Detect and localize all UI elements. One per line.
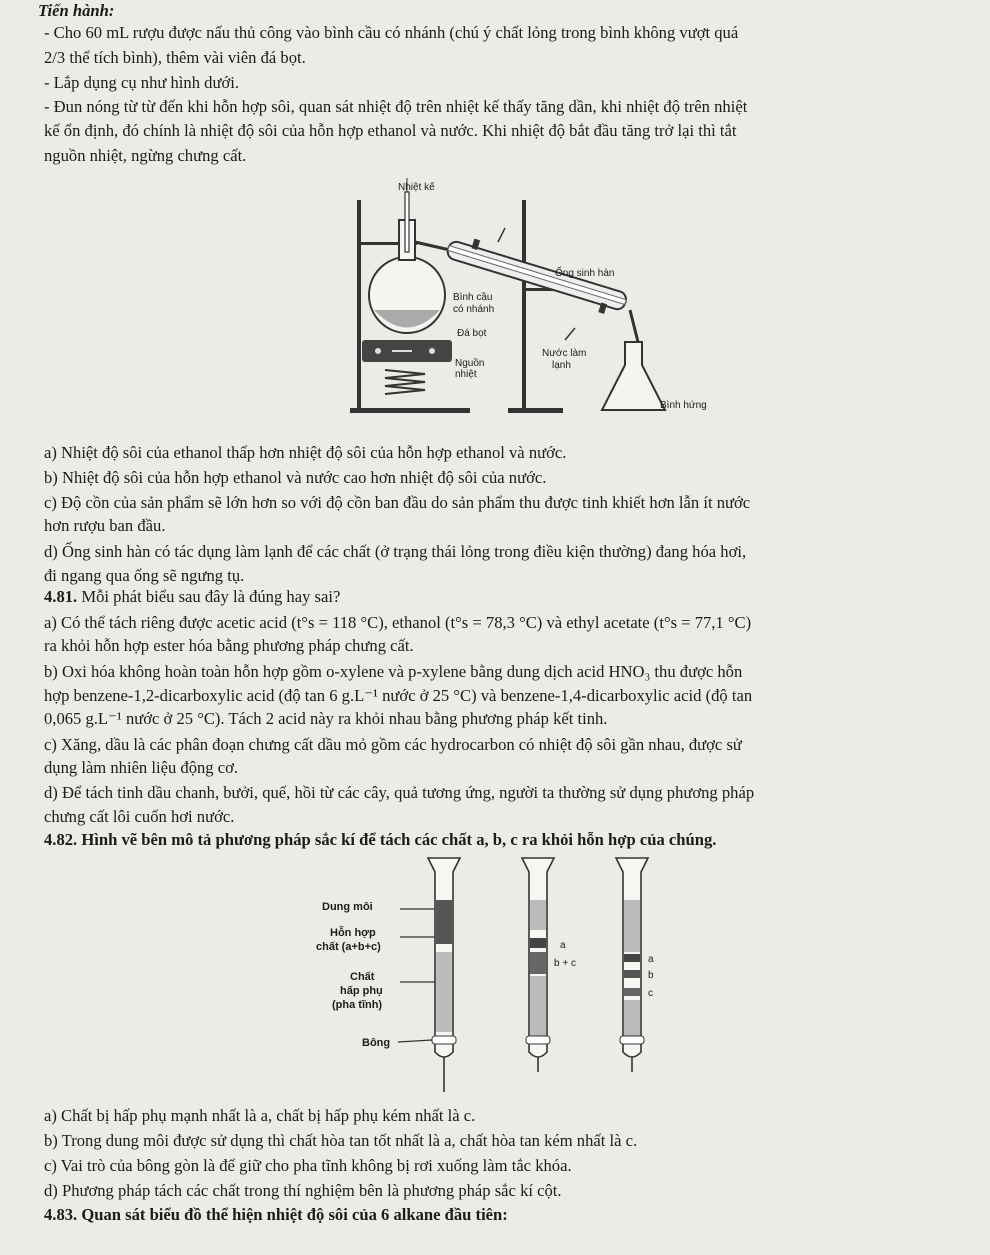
column-3 bbox=[616, 858, 648, 1072]
question-number: 4.81. bbox=[44, 587, 78, 606]
statement: chưng cất lôi cuốn hơi nước. bbox=[44, 807, 235, 826]
label-heater: nhiệt bbox=[455, 369, 477, 380]
question-title: Quan sát biểu đồ thể hiện nhiệt độ sôi của 6 alkane đầu tiên: bbox=[81, 1205, 508, 1224]
label-band-bc: b + c bbox=[554, 958, 576, 969]
statement: c) Độ cồn của sản phẩm sẽ lớn hơn so với độ cồn ban đầu do sản phẩm thu được tinh khiết hơn lẫn ít nước bbox=[44, 493, 751, 512]
procedure-step: - Đun nóng từ từ đến khi hỗn hợp sôi, quan sát nhiệt độ trên nhiệt kế thấy tăng dần, khi nhiệt độ trên nhiệt bbox=[44, 97, 748, 116]
label-cooling-water: lạnh bbox=[552, 360, 571, 371]
label-flask: có nhánh bbox=[453, 304, 495, 315]
distillation-apparatus-figure bbox=[330, 170, 730, 430]
label-mixture: chất (a+b+c) bbox=[316, 941, 381, 953]
heater-knob bbox=[375, 348, 381, 354]
stand-base-right bbox=[508, 408, 563, 413]
lab-jack bbox=[385, 370, 425, 394]
statement: d) Phương pháp tách các chất trong thí nghiệm bên là phương pháp sắc kí cột. bbox=[44, 1181, 562, 1200]
label-receiver: Bình hứng bbox=[660, 400, 707, 411]
label-heater: Nguồn bbox=[455, 358, 485, 369]
label-boiling-stones: Đá bọt bbox=[457, 328, 487, 339]
procedure-heading: Tiến hành: bbox=[38, 1, 115, 20]
label-condenser: Ống sinh hàn bbox=[555, 268, 615, 279]
statement: d) Ống sinh hàn có tác dụng làm lạnh để các chất (ở trạng thái lỏng trong điều kiện thường) đang hóa hơi, bbox=[44, 542, 747, 561]
question-4-81-heading bbox=[44, 586, 960, 608]
heater-display bbox=[392, 350, 412, 352]
statement: d) Để tách tinh dầu chanh, bưởi, quế, hồi từ các cây, quả tương ứng, người ta thường sử dụng phương pháp bbox=[44, 783, 755, 802]
label-band-c: c bbox=[648, 988, 653, 999]
question-4-83-heading bbox=[44, 1204, 960, 1226]
question-title: Hình vẽ bên mô tả phương pháp sắc kí để tách các chất a, b, c ra khỏi hỗn hợp của chúng. bbox=[81, 830, 717, 849]
label-solvent: Dung môi bbox=[322, 901, 373, 913]
arrow bbox=[498, 228, 505, 242]
label-mixture: Hỗn hợp bbox=[330, 927, 376, 939]
label-adsorbent: hấp phụ bbox=[340, 985, 383, 997]
statement: b) Trong dung môi được sử dụng thì chất hòa tan tốt nhất là a, chất hòa tan kém nhất là c. bbox=[44, 1131, 638, 1150]
question-4-82-heading bbox=[44, 829, 960, 851]
statement: a) Nhiệt độ sôi của ethanol thấp hơn nhiệt độ sôi của hỗn hợp ethanol và nước. bbox=[44, 443, 567, 462]
procedure-step: - Cho 60 mL rượu được nấu thủ công vào bình cầu có nhánh (chú ý chất lỏng trong bình không vượt quá bbox=[44, 23, 739, 42]
question-number: 4.83. bbox=[44, 1205, 78, 1224]
statement: 0,065 g.L⁻¹ nước ở 25 °C). Tách 2 acid này ra khỏi nhau bằng phương pháp kết tinh. bbox=[44, 709, 608, 728]
label-thermometer: Nhiệt kế bbox=[398, 182, 435, 193]
label-adsorbent: (pha tĩnh) bbox=[332, 999, 383, 1011]
label-flask: Bình cầu bbox=[453, 292, 493, 303]
statement: ra khỏi hỗn hợp ester hóa bằng phương pháp chưng cất. bbox=[44, 636, 414, 655]
stand-base-left bbox=[350, 408, 470, 413]
statement: c) Xăng, dầu là các phân đoạn chưng cất dầu mỏ gồm các hydrocarbon có nhiệt độ sôi gần nhau, được sử bbox=[44, 735, 742, 754]
statement: đi ngang qua ống sẽ ngưng tụ. bbox=[44, 566, 245, 585]
stand-rod-right bbox=[522, 200, 526, 410]
adapter-tube bbox=[630, 310, 638, 342]
statement: c) Vai trò của bông gòn là để giữ cho pha tĩnh không bị rơi xuống làm tắc khóa. bbox=[44, 1156, 572, 1175]
question-number: 4.82. bbox=[44, 830, 78, 849]
side-arm bbox=[415, 242, 450, 250]
procedure-step: - Lắp dụng cụ như hình dưới. bbox=[44, 73, 239, 92]
stand-rod-left bbox=[357, 200, 361, 410]
heater-knob bbox=[429, 348, 435, 354]
receiving-flask bbox=[602, 342, 665, 410]
procedure-step: nguồn nhiệt, ngừng chưng cất. bbox=[44, 146, 247, 165]
statement: a) Có thể tách riêng được acetic acid (t°s = 118 °C), ethanol (t°s = 78,3 °C) và ethyl acetate (t°s = 77,1 °C) bbox=[44, 613, 752, 632]
statement: hợp benzene-1,2-dicarboxylic acid (độ tan 6 g.L⁻¹ nước ở 25 °C) và benzene-1,4-dicarboxylic acid (độ tan bbox=[44, 686, 753, 705]
label-band-a: a bbox=[648, 954, 654, 965]
label-cooling-water: Nước làm bbox=[542, 348, 587, 359]
label-band-a: a bbox=[560, 940, 566, 951]
arrow bbox=[565, 328, 575, 340]
thermometer bbox=[405, 192, 409, 252]
procedure-step: 2/3 thể tích bình), thêm vài viên đá bọt. bbox=[44, 48, 306, 67]
pointer-line bbox=[398, 1040, 432, 1042]
statement: hơn rượu ban đầu. bbox=[44, 516, 166, 535]
column-1 bbox=[428, 858, 460, 1092]
procedure-step: kế ổn định, đó chính là nhiệt độ sôi của hỗn hợp ethanol và nước. Khi nhiệt độ bắt đầu tăng trở lại thì tắt bbox=[44, 121, 737, 140]
chromatography-figure bbox=[310, 852, 690, 1100]
statement: b) Oxi hóa không hoàn toàn hỗn hợp gồm o-xylene và p-xylene bằng dung dịch acid HNO₃ thu được hỗn bbox=[44, 662, 743, 681]
question-title: Mỗi phát biểu sau đây là đúng hay sai? bbox=[81, 587, 341, 606]
statement: dụng làm nhiên liệu động cơ. bbox=[44, 758, 239, 777]
statement: b) Nhiệt độ sôi của hỗn hợp ethanol và nước cao hơn nhiệt độ sôi của nước. bbox=[44, 468, 547, 487]
statement: a) Chất bị hấp phụ mạnh nhất là a, chất bị hấp phụ kém nhất là c. bbox=[44, 1106, 476, 1125]
column-2 bbox=[522, 858, 554, 1072]
label-cotton: Bông bbox=[362, 1037, 391, 1049]
label-adsorbent: Chất bbox=[350, 971, 375, 983]
label-band-b: b bbox=[648, 970, 654, 981]
